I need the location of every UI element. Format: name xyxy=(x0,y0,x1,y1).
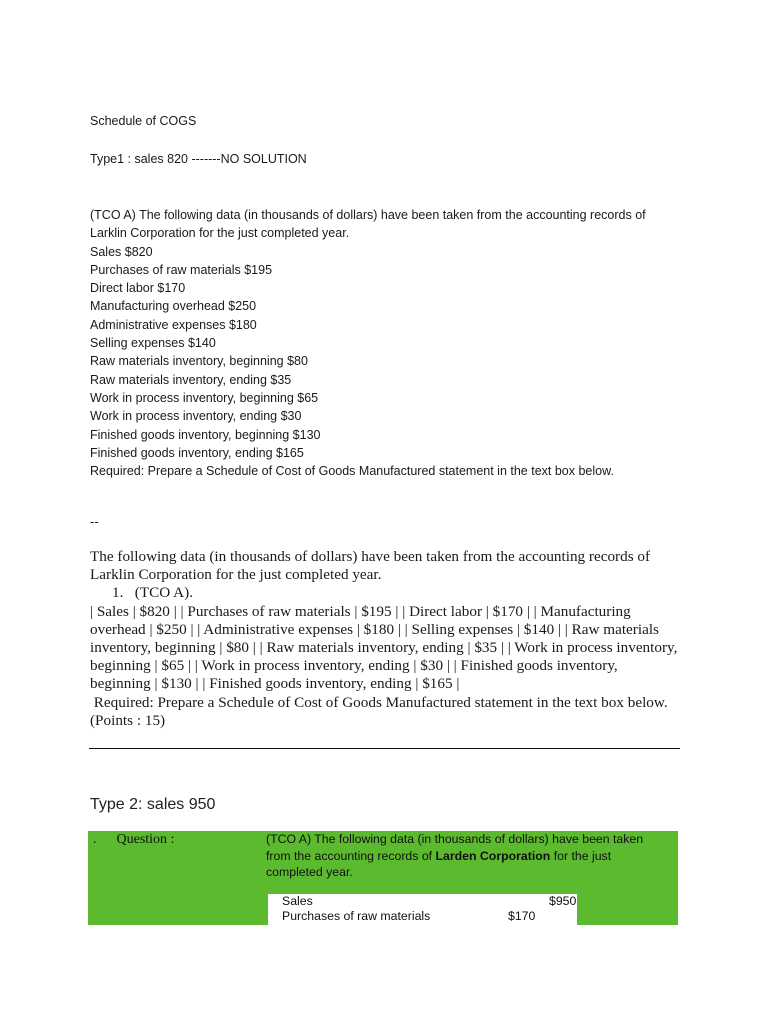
question1-item: Manufacturing overhead $250 xyxy=(90,299,257,314)
question-label-text: Question : xyxy=(116,832,175,847)
question1-item: Raw materials inventory, beginning $80 xyxy=(90,354,308,369)
question1-intro-line2: Larklin Corporation for the just completed year. xyxy=(90,226,350,241)
heading: Schedule of COGS xyxy=(90,114,197,128)
question2-number: 1. (TCO A). xyxy=(112,584,193,602)
question1-item: Purchases of raw materials $195 xyxy=(90,262,273,277)
question1-required: Required: Prepare a Schedule of Cost of Goods Manufactured statement in the text box below. xyxy=(90,464,614,479)
type1-label: Type1 : sales 820 -------NO SOLUTION xyxy=(90,152,307,166)
question1-item: Administrative expenses $180 xyxy=(90,317,257,332)
question-box-text-after: for the just completed year. xyxy=(266,848,612,879)
horizontal-rule xyxy=(89,748,680,749)
question2 xyxy=(90,548,680,730)
question-label xyxy=(93,832,174,848)
separator: -- xyxy=(90,514,99,529)
question1-intro-line1: (TCO A) The following data (in thousands of dollars) have been taken from the accounting records of xyxy=(90,208,646,222)
question2-intro: The following data (in thousands of dollars) have been taken from the accounting records of Larklin Corporation for the just completed year. xyxy=(90,548,651,584)
question-bullet: . xyxy=(93,832,97,847)
table-row-value: $950 xyxy=(549,894,577,908)
question2-data: | Sales | $820 | | Purchases of raw materials | $195 | | Direct labor | $170 | | Manufacturing overhead | $250 | | Administrative expenses | $180 | | Selling expenses | $140 | | Raw materials inventory, beginning | $80 | | Raw materials inventory, ending | $35 | | Work in process inventory, beginning | $65 | | Work in process inventory, ending | $30 | | Finished goods inventory, beginning | $130 | | Finished goods inventory, ending | $165 | xyxy=(90,602,678,693)
company-name: Larden Corporation xyxy=(435,848,551,863)
type2-label: Type 2: sales 950 xyxy=(90,796,216,813)
table-row-value: $170 xyxy=(508,909,536,923)
question1 xyxy=(90,206,670,480)
question2-required: Required: Prepare a Schedule of Cost of Goods Manufactured statement in the text box below.(Points : 15) xyxy=(90,693,668,729)
question1-item: Selling expenses $140 xyxy=(90,336,216,351)
question1-item: Work in process inventory, beginning $65 xyxy=(90,390,319,405)
question1-item: Work in process inventory, ending $30 xyxy=(90,409,302,424)
question1-item: Finished goods inventory, beginning $130 xyxy=(90,427,321,442)
question-box-text-before: (TCO A) The following data (in thousands of dollars) have been taken from the accounting records of xyxy=(266,832,644,863)
table-row-label: Purchases of raw materials xyxy=(282,909,431,923)
question-box-text xyxy=(266,831,666,881)
table-row-label: Sales xyxy=(282,894,313,908)
question1-item: Finished goods inventory, ending $165 xyxy=(90,445,304,460)
question1-item: Raw materials inventory, ending $35 xyxy=(90,372,292,387)
question1-item: Sales $820 xyxy=(90,244,153,259)
question1-item: Direct labor $170 xyxy=(90,281,186,296)
